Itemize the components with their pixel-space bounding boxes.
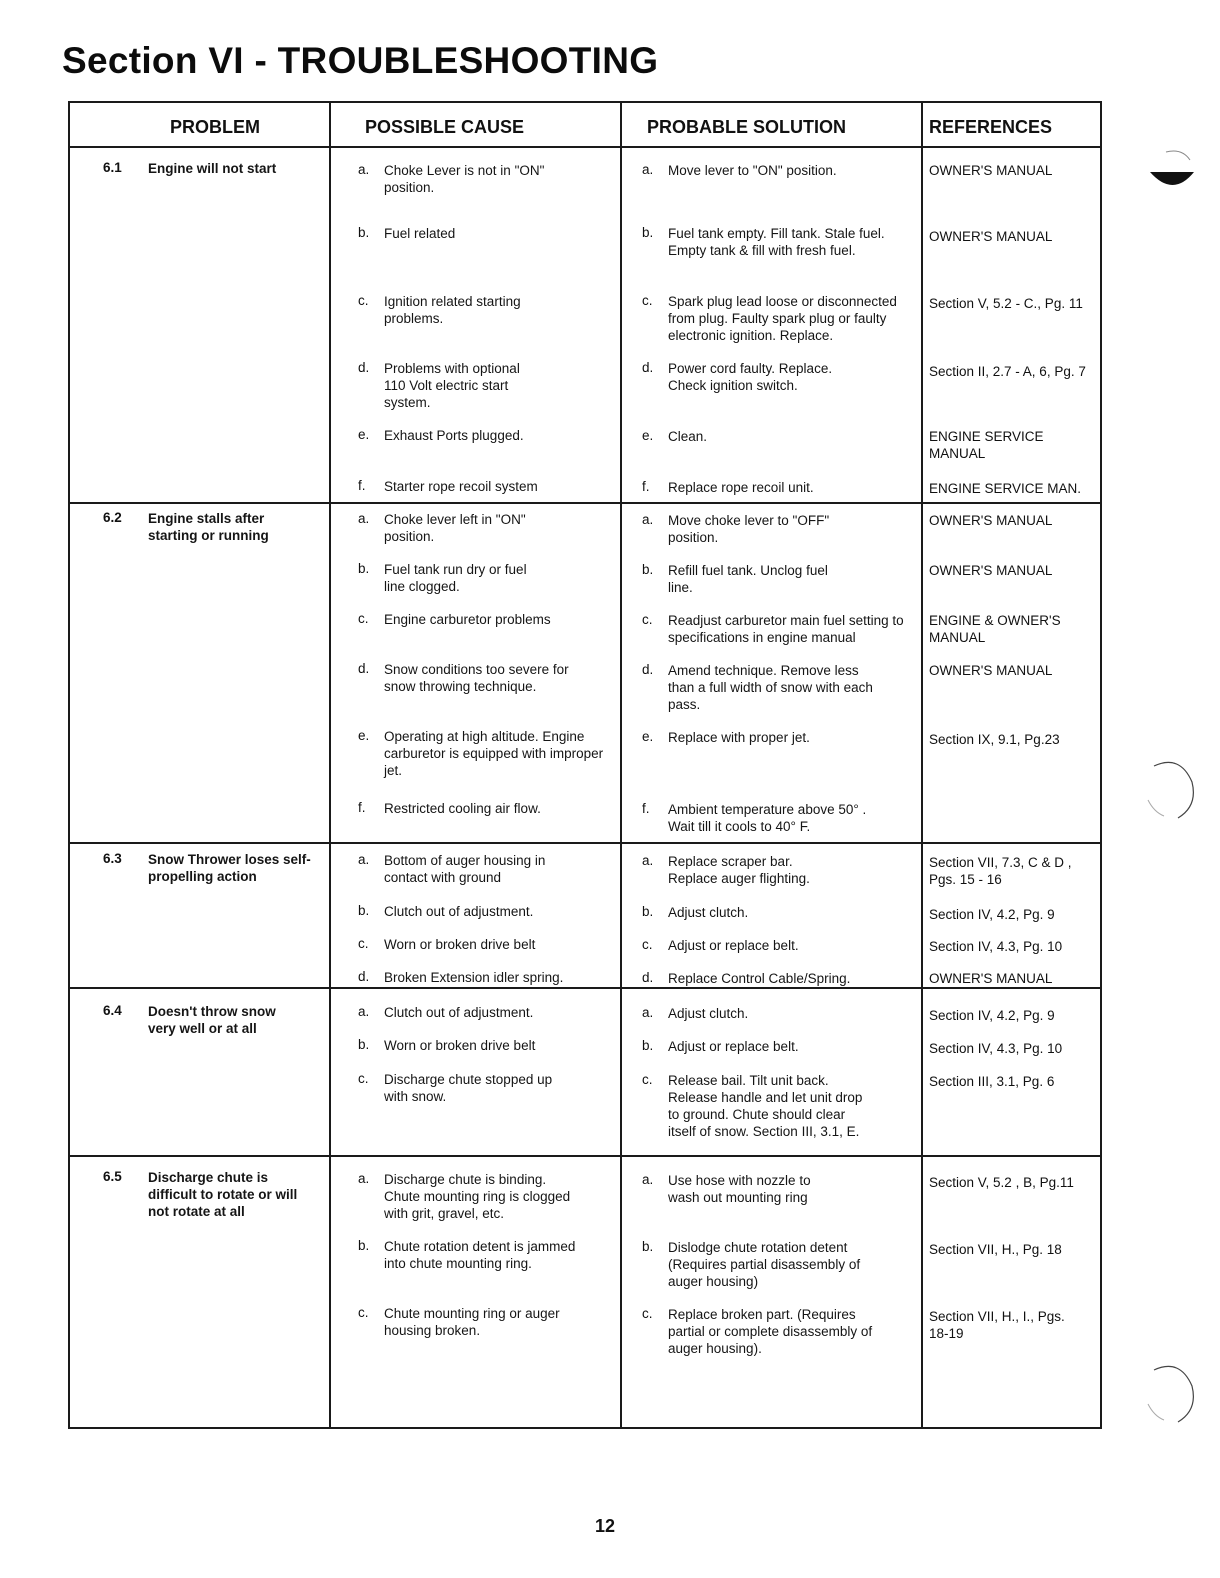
cause-letter: f.: [358, 800, 366, 815]
solution-letter: d.: [642, 970, 654, 985]
cause-text: Worn or broken drive belt: [384, 1038, 536, 1053]
solution-text: Adjust or replace belt.: [668, 1039, 799, 1054]
cause-text: Discharge chute stopped up with snow.: [384, 1072, 553, 1104]
solution-letter: e.: [642, 729, 654, 744]
cause-text: Chute rotation detent is jammed into chute mounting ring.: [384, 1239, 576, 1271]
cause-text: Broken Extension idler spring.: [384, 970, 564, 985]
row-divider: [70, 1155, 1100, 1157]
solution-letter: e.: [642, 428, 654, 443]
reference-text: OWNER'S MANUAL: [929, 971, 1053, 986]
problem-label: Snow Thrower loses self-propelling action: [148, 852, 311, 884]
solution-text: Ambient temperature above 50° . Wait till it cools to 40° F.: [668, 802, 867, 834]
solution-text: Replace rope recoil unit.: [668, 480, 814, 495]
problem-number: 6.2: [103, 510, 122, 525]
cause-text: Restricted cooling air flow.: [384, 801, 541, 816]
solution-text: Dislodge chute rotation detent (Requires partial disassembly of auger housing): [668, 1240, 861, 1289]
solution-letter: b.: [642, 562, 654, 577]
page-number: 12: [595, 1516, 616, 1536]
cause-letter: b.: [358, 225, 370, 240]
solution-text: Replace Control Cable/Spring.: [668, 971, 851, 986]
cause-text: Ignition related starting problems.: [384, 294, 521, 326]
header-problem: PROBLEM: [170, 117, 260, 137]
row-divider: [70, 987, 1100, 989]
solution-text: Replace scraper bar. Replace auger flighting.: [668, 854, 810, 886]
solution-letter: a.: [642, 1005, 654, 1020]
solution-letter: c.: [642, 293, 653, 308]
solution-letter: b.: [642, 1038, 654, 1053]
problem-label: Engine will not start: [148, 161, 277, 176]
reference-text: OWNER'S MANUAL: [929, 563, 1053, 578]
problem-number: 6.4: [103, 1003, 122, 1018]
solution-letter: c.: [642, 1306, 653, 1321]
column-divider: [921, 103, 923, 1427]
solution-text: Adjust or replace belt.: [668, 938, 799, 953]
cause-text: Bottom of auger housing in contact with ground: [384, 853, 546, 885]
reference-text: OWNER'S MANUAL: [929, 229, 1053, 244]
cause-letter: b.: [358, 561, 370, 576]
cause-letter: a.: [358, 852, 370, 867]
cause-letter: c.: [358, 1071, 369, 1086]
solution-letter: b.: [642, 904, 654, 919]
cause-text: Discharge chute is binding. Chute mounting ring is clogged with grit, gravel, etc.: [384, 1172, 571, 1221]
header-references: REFERENCES: [929, 117, 1053, 137]
solution-letter: a.: [642, 162, 654, 177]
reference-text: Section IV, 4.2, Pg. 9: [929, 907, 1055, 922]
solution-text: Replace broken part. (Requires partial or complete disassembly of auger housing).: [668, 1307, 873, 1356]
solution-letter: b.: [642, 1239, 654, 1254]
cause-letter: a.: [358, 162, 370, 177]
cause-text: Clutch out of adjustment.: [384, 904, 534, 919]
cause-letter: b.: [358, 1238, 370, 1253]
cause-text: Chute mounting ring or auger housing broken.: [384, 1306, 560, 1338]
cause-text: Starter rope recoil system: [384, 479, 538, 494]
solution-text: Readjust carburetor main fuel setting to specifications in engine manual: [668, 613, 904, 645]
header-divider: [70, 146, 1100, 148]
solution-text: Refill fuel tank. Unclog fuel line.: [668, 563, 828, 595]
solution-letter: c.: [642, 937, 653, 952]
solution-letter: f.: [642, 801, 650, 816]
solution-text: Power cord faulty. Replace. Check ignition switch.: [668, 361, 833, 393]
solution-text: Move choke lever to "OFF" position.: [668, 513, 830, 545]
solution-text: Spark plug lead loose or disconnected from plug. Faulty spark plug or faulty electronic ignition. Replace.: [668, 294, 897, 343]
reference-text: Section IV, 4.3, Pg. 10: [929, 1041, 1063, 1056]
cause-letter: d.: [358, 360, 370, 375]
cause-text: Operating at high altitude. Engine carburetor is equipped with improper jet.: [384, 729, 604, 778]
reference-text: OWNER'S MANUAL: [929, 513, 1053, 528]
cause-letter: c.: [358, 611, 369, 626]
cause-letter: e.: [358, 728, 370, 743]
page-title: Section VI - TROUBLESHOOTING: [62, 40, 659, 81]
cause-letter: c.: [358, 293, 369, 308]
problem-number: 6.3: [103, 851, 122, 866]
solution-letter: c.: [642, 612, 653, 627]
cause-text: Clutch out of adjustment.: [384, 1005, 534, 1020]
cause-letter: d.: [358, 969, 370, 984]
binder-hole-icon: [1140, 756, 1200, 826]
row-divider: [70, 502, 1100, 504]
reference-text: ENGINE SERVICE MANUAL: [929, 429, 1044, 461]
cause-text: Fuel related: [384, 226, 456, 241]
reference-text: OWNER'S MANUAL: [929, 663, 1053, 678]
problem-label: Engine stalls after starting or running: [148, 511, 269, 543]
cause-letter: e.: [358, 427, 370, 442]
solution-text: Clean.: [668, 429, 708, 444]
solution-letter: a.: [642, 1172, 654, 1187]
solution-letter: a.: [642, 512, 654, 527]
problem-number: 6.5: [103, 1169, 122, 1184]
cause-text: Snow conditions too severe for snow throwing technique.: [384, 662, 569, 694]
solution-text: Adjust clutch.: [668, 1006, 749, 1021]
cause-text: Fuel tank run dry or fuel line clogged.: [384, 562, 527, 594]
reference-text: Section VII, H., I., Pgs. 18-19: [929, 1309, 1065, 1341]
problem-number: 6.1: [103, 160, 122, 175]
row-divider: [70, 842, 1100, 844]
cause-text: Choke lever left in "ON" position.: [384, 512, 526, 544]
header-probable-solution: PROBABLE SOLUTION: [647, 117, 847, 137]
cause-letter: a.: [358, 1004, 370, 1019]
cause-letter: a.: [358, 511, 370, 526]
solution-text: Release bail. Tilt unit back. Release handle and let unit drop to ground. Chute should clear itself of snow. Section III, 3.1, E.: [668, 1073, 863, 1139]
cause-letter: c.: [358, 936, 369, 951]
reference-text: Section IX, 9.1, Pg.23: [929, 732, 1060, 747]
cause-letter: b.: [358, 1037, 370, 1052]
cause-letter: d.: [358, 661, 370, 676]
solution-letter: f.: [642, 479, 650, 494]
solution-letter: d.: [642, 662, 654, 677]
reference-text: Section II, 2.7 - A, 6, Pg. 7: [929, 364, 1086, 379]
reference-text: Section VII, 7.3, C & D , Pgs. 15 - 16: [929, 855, 1072, 887]
column-divider: [329, 103, 331, 1427]
reference-text: Section VII, H., Pg. 18: [929, 1242, 1062, 1257]
solution-letter: c.: [642, 1072, 653, 1087]
header-possible-cause: POSSIBLE CAUSE: [365, 117, 525, 137]
cause-text: Worn or broken drive belt: [384, 937, 536, 952]
cause-letter: c.: [358, 1305, 369, 1320]
reference-text: Section IV, 4.2, Pg. 9: [929, 1008, 1055, 1023]
column-divider: [620, 103, 622, 1427]
reference-text: Section V, 5.2 , B, Pg.11: [929, 1175, 1074, 1190]
solution-text: Amend technique. Remove less than a full width of snow with each pass.: [668, 663, 873, 712]
solution-letter: a.: [642, 853, 654, 868]
binder-mark-icon: [1148, 140, 1198, 200]
cause-text: Engine carburetor problems: [384, 612, 551, 627]
solution-text: Replace with proper jet.: [668, 730, 810, 745]
cause-text: Exhaust Ports plugged.: [384, 428, 524, 443]
cause-letter: b.: [358, 903, 370, 918]
binder-hole-icon: [1140, 1360, 1200, 1430]
cause-letter: f.: [358, 478, 366, 493]
solution-text: Move lever to "ON" position.: [668, 163, 837, 178]
cause-text: Choke Lever is not in "ON" position.: [384, 163, 545, 195]
solution-text: Fuel tank empty. Fill tank. Stale fuel. Empty tank & fill with fresh fuel.: [668, 226, 885, 258]
reference-text: Section V, 5.2 - C., Pg. 11: [929, 296, 1083, 311]
reference-text: Section III, 3.1, Pg. 6: [929, 1074, 1055, 1089]
reference-text: OWNER'S MANUAL: [929, 163, 1053, 178]
reference-text: Section IV, 4.3, Pg. 10: [929, 939, 1063, 954]
solution-letter: d.: [642, 360, 654, 375]
reference-text: ENGINE SERVICE MAN.: [929, 481, 1082, 496]
solution-text: Use hose with nozzle to wash out mounting ring: [668, 1173, 811, 1205]
problem-label: Discharge chute is difficult to rotate or will not rotate at all: [148, 1170, 298, 1219]
reference-text: ENGINE & OWNER'S MANUAL: [929, 613, 1061, 645]
cause-text: Problems with optional 110 Volt electric start system.: [384, 361, 520, 410]
solution-text: Adjust clutch.: [668, 905, 749, 920]
solution-letter: b.: [642, 225, 654, 240]
problem-label: Doesn't throw snow very well or at all: [148, 1004, 276, 1036]
troubleshooting-table: [68, 101, 1102, 1429]
cause-letter: a.: [358, 1171, 370, 1186]
